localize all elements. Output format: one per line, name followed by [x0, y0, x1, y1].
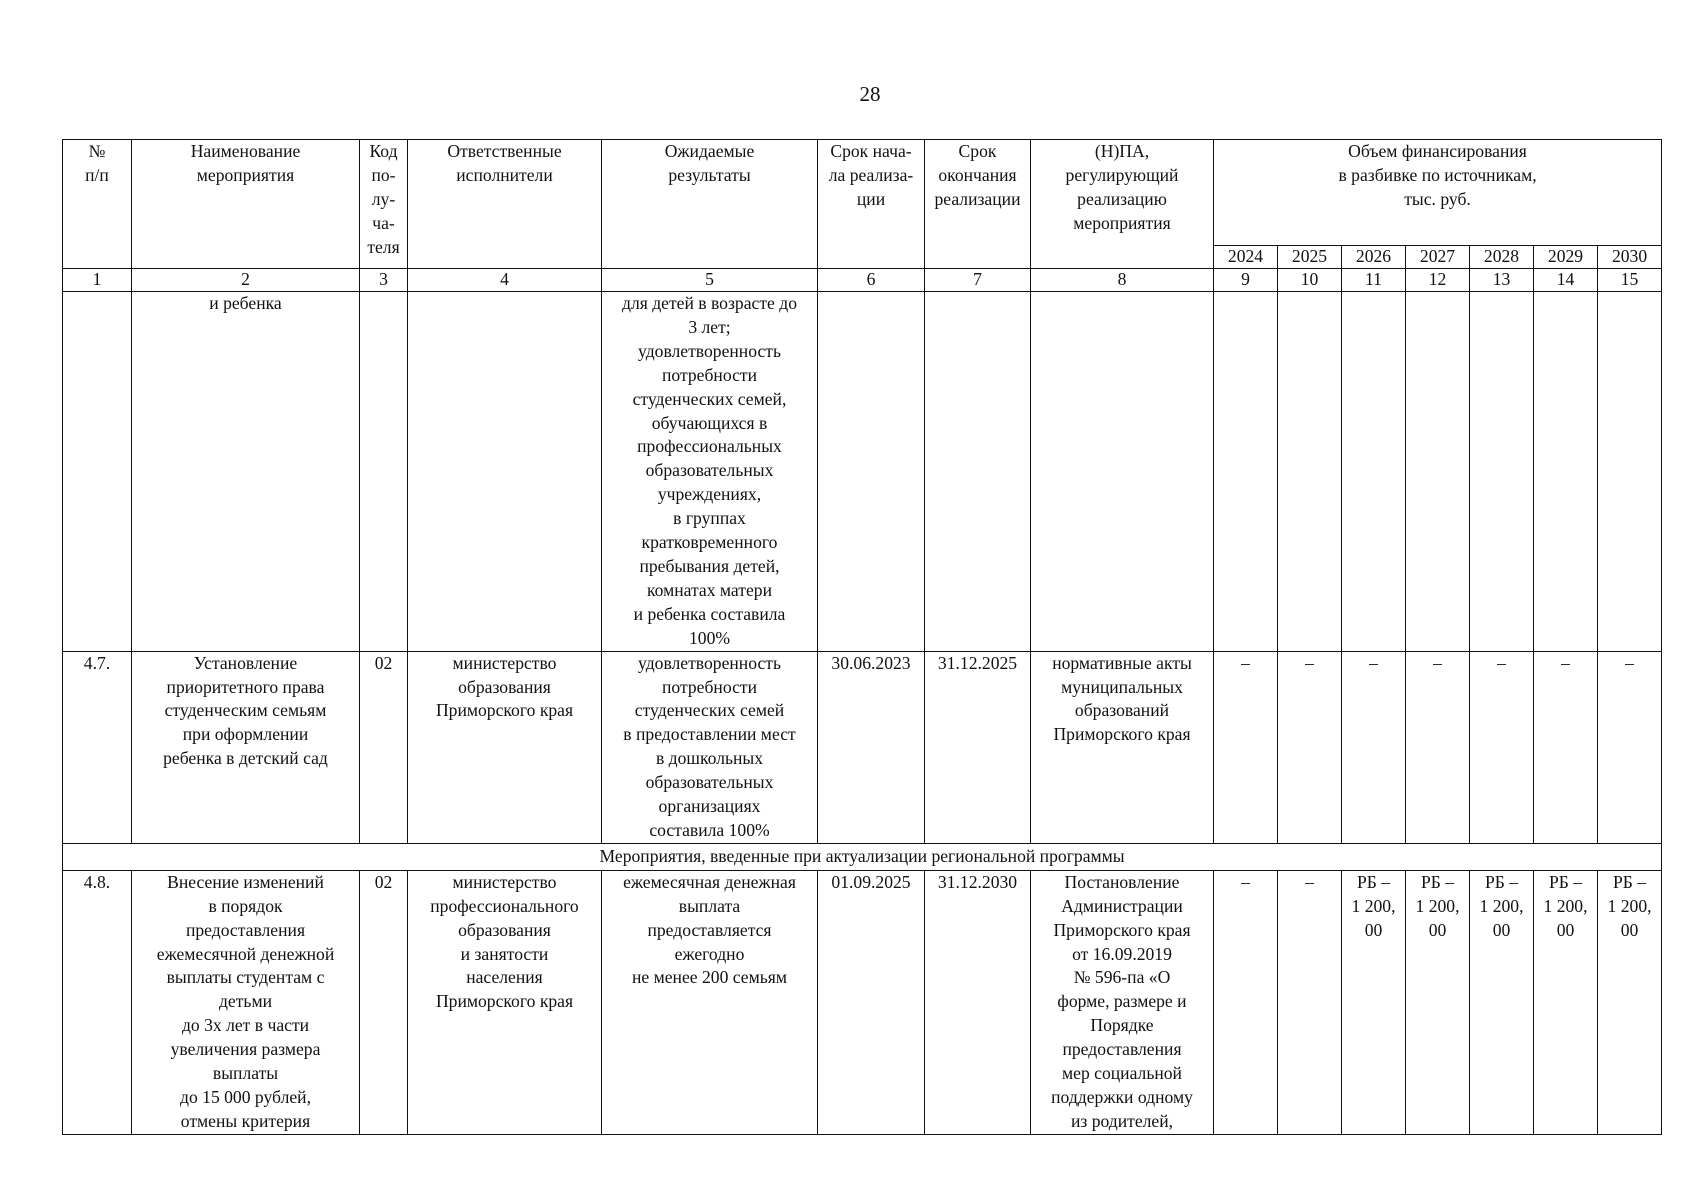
cell-empty	[818, 292, 925, 652]
column-number: 14	[1534, 269, 1598, 292]
recipient-code-cell: 02	[360, 870, 408, 1134]
finance-cell: –	[1214, 651, 1278, 843]
finance-cell: –	[1278, 651, 1342, 843]
table-row-4-8	[63, 870, 1662, 1134]
page-number: 28	[859, 82, 881, 106]
column-number: 12	[1406, 269, 1470, 292]
header-end-date: Срок окончания реализации	[925, 140, 1031, 269]
cell-empty	[925, 292, 1031, 652]
finance-cell: –	[1278, 870, 1342, 1134]
cell-empty	[360, 292, 408, 652]
table-row-continuation	[63, 292, 1662, 652]
program-activities-table	[62, 139, 1662, 1135]
column-number: 9	[1214, 269, 1278, 292]
year-cell: 2026	[1342, 246, 1406, 269]
column-number: 3	[360, 269, 408, 292]
cell-empty	[1406, 292, 1470, 652]
finance-cell: РБ – 1 200, 00	[1470, 870, 1534, 1134]
column-number: 6	[818, 269, 925, 292]
year-cell: 2029	[1534, 246, 1598, 269]
year-cell: 2025	[1278, 246, 1342, 269]
expected-results-cell: удовлетворенность потребности студенческих семей в предоставлении мест в дошкольных образовательных организациях составила 100%	[602, 651, 818, 843]
finance-cell: –	[1342, 651, 1406, 843]
column-number: 5	[602, 269, 818, 292]
year-cell: 2027	[1406, 246, 1470, 269]
end-date-cell: 31.12.2025	[925, 651, 1031, 843]
table-row-4-7	[63, 651, 1662, 843]
row-number-cell: 4.7.	[63, 651, 132, 843]
expected-results-cell: ежемесячная денежная выплата предоставляется ежегодно не менее 200 семьям	[602, 870, 818, 1134]
column-number: 15	[1598, 269, 1662, 292]
activity-name-cell: Внесение изменений в порядок предоставления ежемесячной денежной выплаты студентам с детьми до 3х лет в части увеличения размера выплаты до 15 000 рублей, отмены критерия	[132, 870, 360, 1134]
finance-cell: –	[1406, 651, 1470, 843]
section-header-row	[63, 843, 1662, 870]
cell-empty	[1278, 292, 1342, 652]
cell-empty	[1342, 292, 1406, 652]
column-number: 1	[63, 269, 132, 292]
header-financing: Объем финансирования в разбивке по источникам, тыс. руб.	[1214, 140, 1662, 246]
finance-cell: –	[1534, 651, 1598, 843]
cell-empty	[1598, 292, 1662, 652]
start-date-cell: 30.06.2023	[818, 651, 925, 843]
column-number: 10	[1278, 269, 1342, 292]
finance-cell: РБ – 1 200, 00	[1342, 870, 1406, 1134]
header-activity-name: Наименование мероприятия	[132, 140, 360, 269]
executors-cell: министерство образования Приморского края	[408, 651, 602, 843]
header-recipient-code: Код по- лу- ча- теля	[360, 140, 408, 269]
header-number: № п/п	[63, 140, 132, 269]
regulation-cell: Постановление Администрации Приморского края от 16.09.2019 № 596-па «О форме, размере и Порядке предоставления мер социальной поддержки одному из родителей,	[1031, 870, 1214, 1134]
finance-cell: РБ – 1 200, 00	[1598, 870, 1662, 1134]
year-cell: 2024	[1214, 246, 1278, 269]
regulation-cell: нормативные акты муниципальных образований Приморского края	[1031, 651, 1214, 843]
year-cell: 2028	[1470, 246, 1534, 269]
executors-cell: министерство профессионального образования и занятости населения Приморского края	[408, 870, 602, 1134]
cell-empty	[1534, 292, 1598, 652]
cell-empty	[1214, 292, 1278, 652]
column-numbers-row	[63, 269, 1662, 292]
column-number: 7	[925, 269, 1031, 292]
finance-cell: –	[1470, 651, 1534, 843]
column-number: 2	[132, 269, 360, 292]
finance-cell: РБ – 1 200, 00	[1534, 870, 1598, 1134]
cell-empty	[1031, 292, 1214, 652]
column-number: 13	[1470, 269, 1534, 292]
header-row	[63, 140, 1662, 246]
activity-name-cell: и ребенка	[132, 292, 360, 652]
header-expected-results: Ожидаемые результаты	[602, 140, 818, 269]
header-executors: Ответственные исполнители	[408, 140, 602, 269]
header-regulation: (Н)ПА, регулирующий реализацию мероприятия	[1031, 140, 1214, 269]
cell-empty	[1470, 292, 1534, 652]
year-cell: 2030	[1598, 246, 1662, 269]
row-number-cell: 4.8.	[63, 870, 132, 1134]
column-number: 8	[1031, 269, 1214, 292]
cell-empty	[408, 292, 602, 652]
column-number: 4	[408, 269, 602, 292]
cell-empty	[63, 292, 132, 652]
start-date-cell: 01.09.2025	[818, 870, 925, 1134]
expected-results-cell: для детей в возрасте до 3 лет; удовлетворенность потребности студенческих семей, обучающихся в профессиональных образовательных учреждениях, в группах кратковременного пребывания детей, комнатах матери и ребенка составила 100%	[602, 292, 818, 652]
finance-cell: –	[1214, 870, 1278, 1134]
recipient-code-cell: 02	[360, 651, 408, 843]
activity-name-cell: Установление приоритетного права студенческим семьям при оформлении ребенка в детский сад	[132, 651, 360, 843]
end-date-cell: 31.12.2030	[925, 870, 1031, 1134]
section-title: Мероприятия, введенные при актуализации региональной программы	[63, 843, 1662, 870]
header-start-date: Срок нача- ла реализа- ции	[818, 140, 925, 269]
finance-cell: –	[1598, 651, 1662, 843]
column-number: 11	[1342, 269, 1406, 292]
finance-cell: РБ – 1 200, 00	[1406, 870, 1470, 1134]
